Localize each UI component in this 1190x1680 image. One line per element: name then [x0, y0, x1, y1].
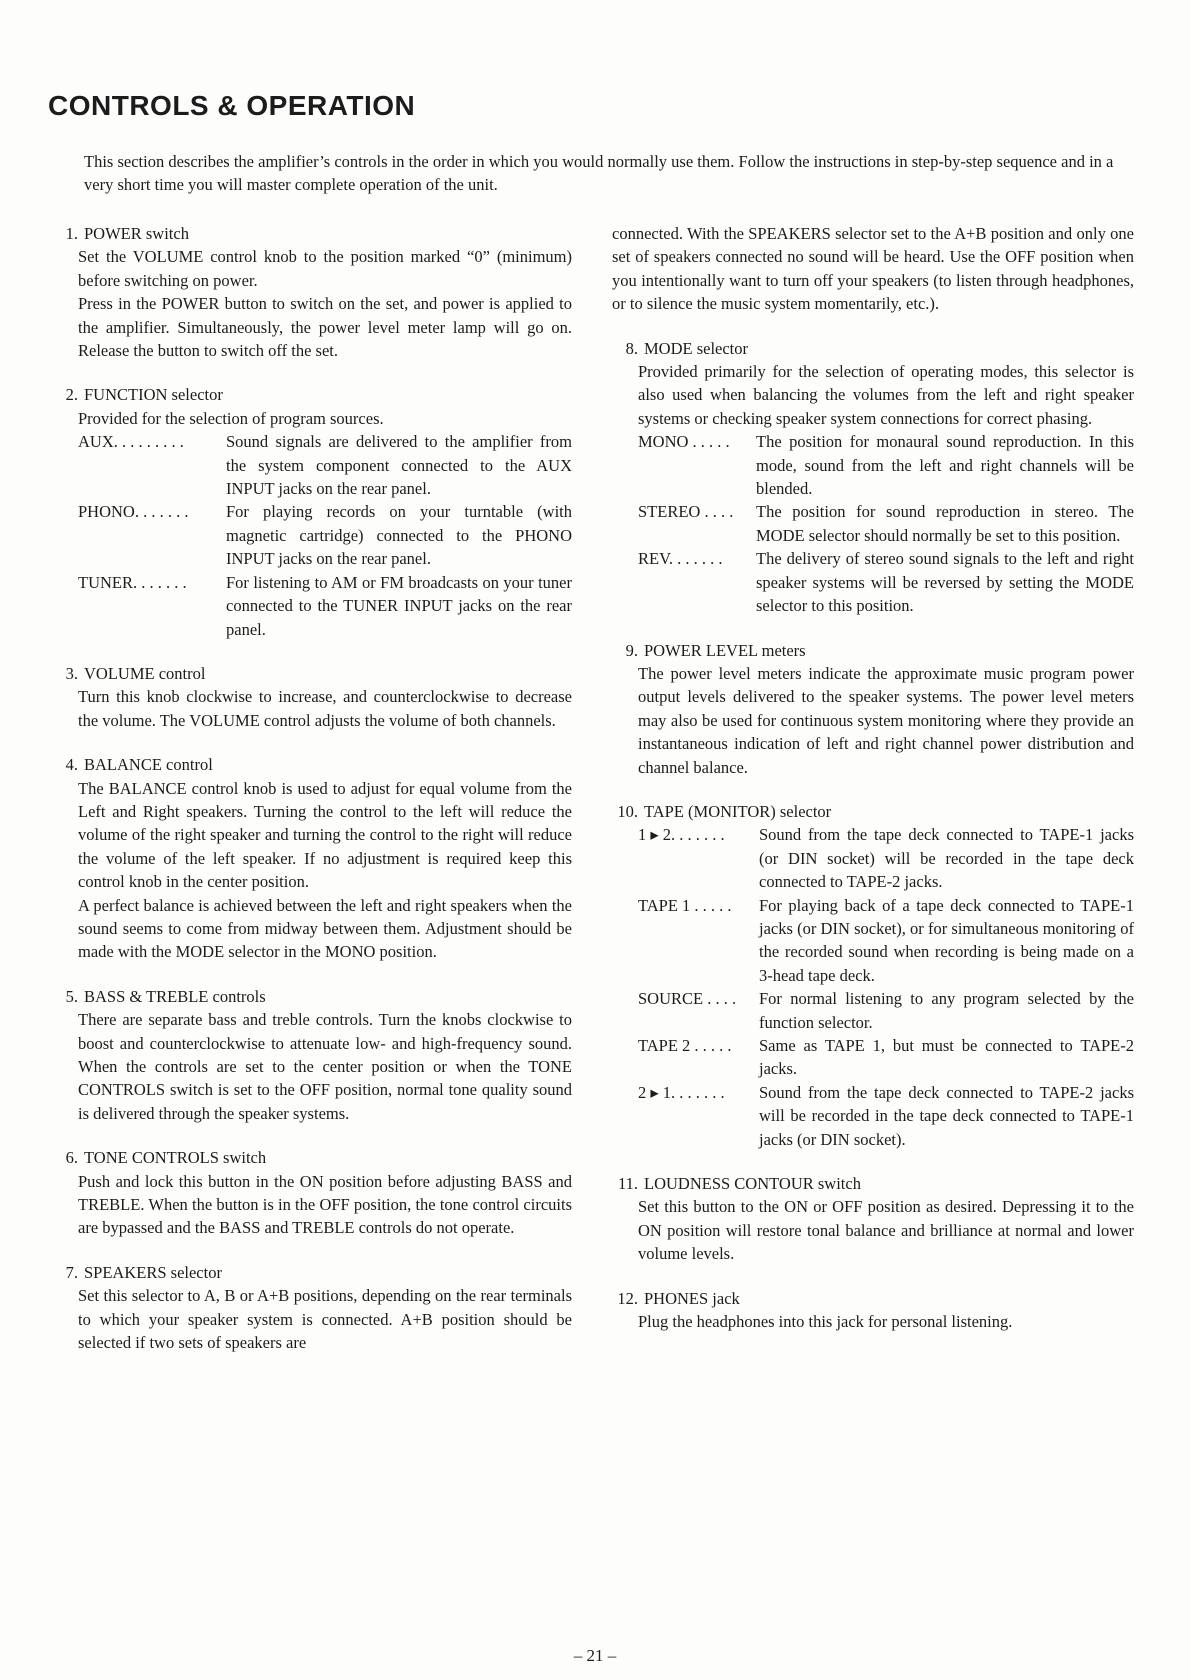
position-term: 1 ▸ 2. . . . . . . [638, 825, 725, 845]
position-term: AUX. . . . . . . . . [78, 432, 184, 452]
section-heading [52, 222, 572, 245]
section-paragraph: Set this button to the ON or OFF position as desired. Depressing it to the ON position will restore tonal balance and brilliance at normal and lower volume levels. [638, 1197, 1134, 1264]
section-power-level-meters [612, 639, 1134, 779]
section-heading [612, 1172, 1134, 1195]
section-heading-text: VOLUME control [84, 663, 206, 683]
position-entry [78, 571, 572, 641]
section-number: 5. [65, 986, 78, 1006]
position-list [638, 430, 1134, 617]
section-heading [52, 1261, 572, 1284]
position-entry [638, 430, 1134, 500]
position-description: Same as TAPE 1, but must be connected to TAPE-2 jacks. [759, 1036, 1134, 1079]
section-power-switch [52, 222, 572, 362]
position-description: The position for monaural sound reproduction. In this mode, sound from the left and right channels will be blended. [756, 432, 1134, 499]
section-heading [52, 383, 572, 406]
section-heading-text: PHONES jack [644, 1288, 740, 1308]
section-heading [52, 753, 572, 776]
section-heading-text: SPEAKERS selector [84, 1262, 222, 1282]
section-body [78, 1170, 572, 1240]
section-number: 9. [625, 640, 638, 660]
position-entry [638, 500, 1134, 547]
position-description: Sound from the tape deck connected to TAPE-1 jacks (or DIN socket) will be recorded in the tape deck connected to TAPE-2 jacks. [759, 825, 1134, 892]
position-entry [638, 1081, 1134, 1151]
section-heading-text: TONE CONTROLS switch [84, 1148, 267, 1168]
position-description: The position for sound reproduction in stereo. The MODE selector should normally be set to this position. [756, 502, 1134, 545]
section-number: 11. [617, 1174, 638, 1194]
section-heading [612, 639, 1134, 662]
left-column [52, 222, 572, 1375]
position-term: TAPE 1 . . . . . [638, 895, 732, 915]
position-entry [78, 500, 572, 570]
section-body [78, 1008, 572, 1125]
section-paragraph: The BALANCE control knob is used to adjust for equal volume from the Left and Right speakers. Turning the control to the left will reduce the volume of the right speaker and turning the control to the right will reduce the volume of the left speaker. If no adjustment is required keep this control knob in the center position. [78, 778, 572, 892]
section-paragraph: Turn this knob clockwise to increase, and counterclockwise to decrease the volume. The VOLUME control adjusts the volume of both channels. [78, 687, 572, 730]
section-paragraph: Provided for the selection of program sources. [78, 408, 384, 428]
section-body [638, 1195, 1134, 1265]
section-number: 6. [65, 1148, 78, 1168]
section-number: 2. [65, 385, 78, 405]
position-list [78, 430, 572, 641]
position-term: TUNER. . . . . . . [78, 572, 187, 592]
section-paragraph: Provided primarily for the selection of operating modes, this selector is also used when balancing the volumes from the left and right speaker systems or checking speaker system connections for correct phasing. [638, 362, 1134, 428]
section-phones-jack [612, 1287, 1134, 1334]
position-list [638, 823, 1134, 1151]
position-description: For playing records on your turntable (with magnetic cartridge) connected to the PHONO INPUT jacks on the rear panel. [226, 502, 572, 569]
section-bass-treble-controls [52, 985, 572, 1125]
position-description: For normal listening to any program selected by the function selector. [759, 989, 1134, 1032]
section-mode-selector [612, 337, 1134, 618]
section-paragraph: There are separate bass and treble controls. Turn the knobs clockwise to boost and counterclockwise to attenuate low- and high-frequency sound. When the controls are set to the center position or when the TONE CONTROLS switch is set to the OFF position, normal tone quality sound is delivered through the speaker systems. [78, 1010, 572, 1123]
page-title: CONTROLS & OPERATION [48, 90, 416, 121]
section-paragraph: Plug the headphones into this jack for personal listening. [638, 1312, 1013, 1332]
section-paragraph: A perfect balance is achieved between the left and right speakers when the sound seems to come from midway between them. Adjustment should be made with the MODE selector in the MONO position. [78, 895, 572, 962]
section-loudness-contour-switch [612, 1172, 1134, 1266]
section-body [78, 1284, 572, 1354]
section-number: 7. [65, 1262, 78, 1282]
section-heading-text: LOUDNESS CONTOUR switch [644, 1174, 861, 1194]
position-term: PHONO. . . . . . . [78, 502, 189, 522]
section-heading [52, 1146, 572, 1169]
continuation-text: connected. With the SPEAKERS selector set to the A+B position and only one set of speakers connected no sound will be heard. Use the OFF position when you intentionally want to turn off your speakers (to listen through headphones, or to silence the music system momentarily, etc.). [612, 224, 1134, 314]
intro-paragraph: This section describes the amplifier’s controls in the order in which you would normally use them. Follow the instructions in step-by-step sequence and in a very short time you will master complete operation of the unit. [84, 152, 1114, 194]
section-heading-text: TAPE (MONITOR) selector [644, 801, 832, 821]
section-speakers-selector [52, 1261, 572, 1355]
position-term: 2 ▸ 1. . . . . . . [638, 1082, 725, 1102]
section-heading-text: BALANCE control [84, 755, 213, 775]
section-heading-text: MODE selector [644, 338, 749, 358]
section-number: 10. [617, 801, 638, 821]
position-term: TAPE 2 . . . . . [638, 1036, 732, 1055]
section-body [78, 685, 572, 732]
position-description: For listening to AM or FM broadcasts on your tuner connected to the TUNER INPUT jacks on the rear panel. [226, 572, 572, 639]
position-entry [638, 1034, 1134, 1081]
section-volume-control [52, 662, 572, 732]
position-term: REV. . . . . . . [638, 549, 723, 569]
position-description: Sound from the tape deck connected to TAPE-2 jacks will be recorded in the tape deck connected to TAPE-1 jacks (or DIN socket). [759, 1082, 1134, 1149]
section-tone-controls-switch [52, 1146, 572, 1240]
page-number: – 21 – [573, 1646, 617, 1665]
section-heading [612, 1287, 1134, 1310]
position-term: MONO . . . . . [638, 432, 730, 452]
section-body [78, 245, 572, 362]
section-number: 12. [617, 1288, 638, 1308]
section-paragraph: Press in the POWER button to switch on the set, and power is applied to the amplifier. Simultaneously, the power level meter lamp will go on. Release the button to switch off the set. [78, 294, 572, 361]
section-tape-monitor-selector [612, 800, 1134, 1151]
section-body [78, 777, 572, 964]
section-number: 4. [65, 755, 78, 775]
position-entry [638, 987, 1134, 1034]
section-balance-control [52, 753, 572, 964]
section-heading [612, 337, 1134, 360]
section-paragraph: The power level meters indicate the approximate music program power output levels delivered to the speaker systems. The power level meters may also be used for continuous system monitoring where they provide an instantaneous indication of left and right channel power distribution and channel balance. [638, 663, 1134, 777]
position-description: For playing back of a tape deck connected to TAPE-1 jacks (or DIN socket), or for simultaneous monitoring of the recorded sound when recording is being made on a 3-head tape deck. [759, 895, 1134, 985]
position-entry [638, 894, 1134, 988]
section-heading [52, 985, 572, 1008]
section-paragraph: Push and lock this button in the ON position before adjusting BASS and TREBLE. When the button is in the OFF position, the tone control circuits are bypassed and the BASS and TREBLE controls do not operate. [78, 1171, 572, 1238]
section-paragraph: Set this selector to A, B or A+B positions, depending on the rear terminals to which your speaker system is connected. A+B position should be selected if two sets of speakers are [78, 1286, 572, 1353]
section-number: 1. [65, 224, 78, 243]
section-heading-text: POWER switch [84, 224, 189, 243]
section-body [638, 1310, 1134, 1333]
section-paragraph: Set the VOLUME control knob to the position marked “0” (minimum) before switching on power. [78, 247, 572, 290]
right-column [612, 222, 1134, 1354]
position-term: SOURCE . . . . [638, 989, 737, 1009]
section-body [638, 662, 1134, 779]
section-number: 8. [625, 338, 638, 358]
position-term: STEREO . . . . [638, 502, 734, 522]
section-heading-text: FUNCTION selector [84, 385, 223, 405]
section-heading-text: BASS & TREBLE controls [84, 986, 266, 1006]
continuation-block [612, 222, 1134, 316]
position-entry [78, 430, 572, 500]
section-heading-text: POWER LEVEL meters [644, 640, 806, 660]
section-heading [612, 800, 1134, 823]
section-body [638, 360, 1134, 617]
section-number: 3. [65, 663, 78, 683]
section-body [638, 823, 1134, 1151]
section-function-selector [52, 383, 572, 640]
position-entry [638, 547, 1134, 617]
section-heading [52, 662, 572, 685]
position-description: The delivery of stereo sound signals to the left and right speaker systems will be reversed by setting the MODE selector to this position. [756, 549, 1134, 616]
section-body [78, 407, 572, 641]
position-description: Sound signals are delivered to the amplifier from the system component connected to the AUX INPUT jacks on the rear panel. [226, 432, 572, 499]
position-entry [638, 823, 1134, 893]
